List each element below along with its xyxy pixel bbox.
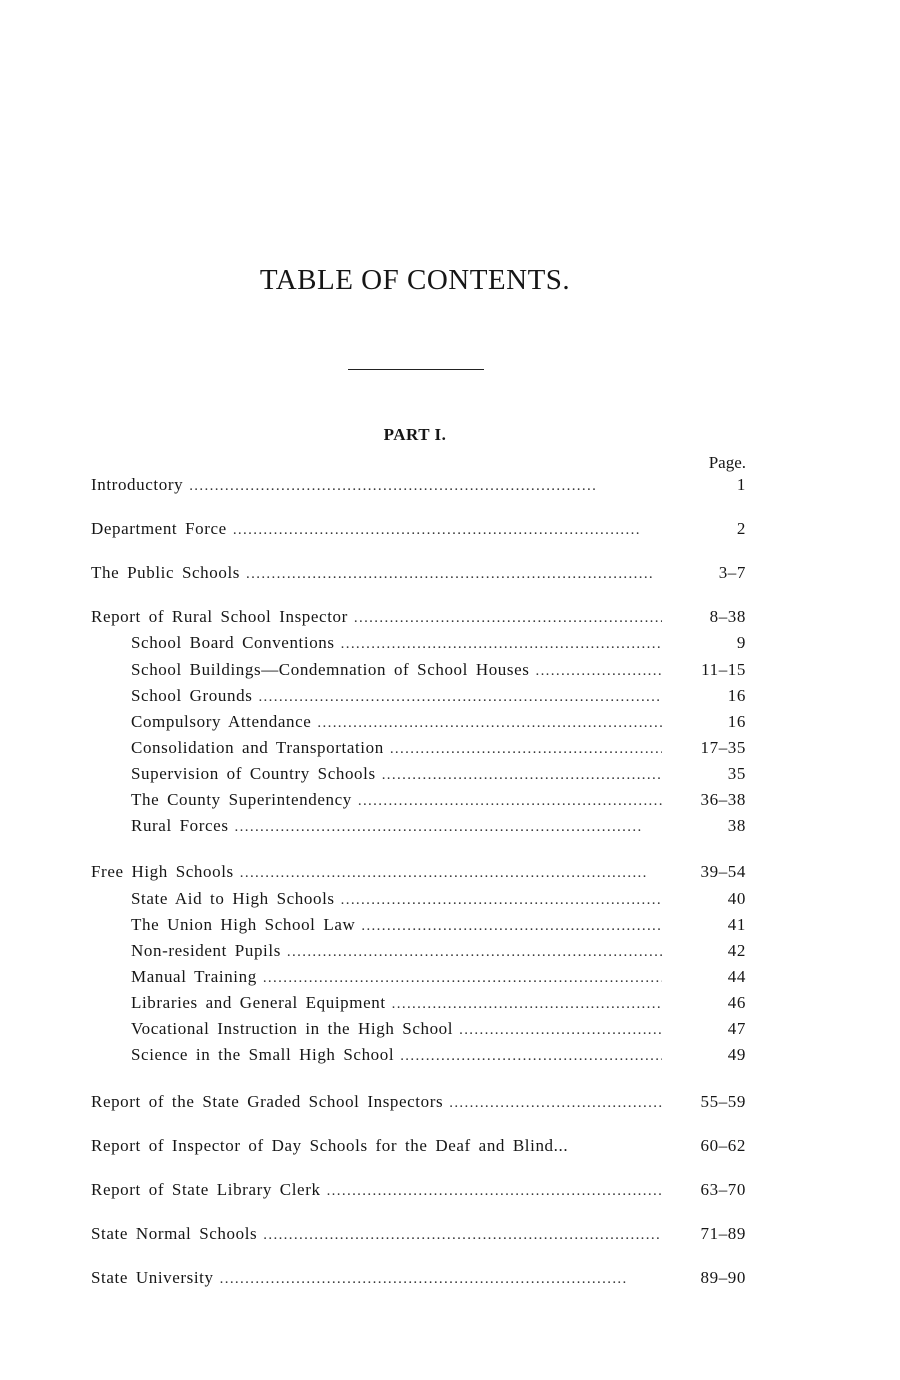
toc-entry-pages: 41 [727, 915, 746, 934]
dot-leader [535, 663, 662, 680]
toc-subentry [131, 712, 746, 736]
toc-entry-label: Supervision of Country Schools [131, 764, 376, 783]
toc-entry-pages: 49 [727, 1045, 746, 1064]
toc-entry-pages: 2 [736, 519, 746, 538]
toc-entry-label: Compulsory Attendance [131, 712, 312, 731]
toc-entry-pages: 60–62 [700, 1136, 746, 1155]
toc-entry-pages: 71–89 [700, 1224, 746, 1243]
toc-entry [91, 1180, 746, 1204]
toc-entry-pages: 40 [727, 889, 746, 908]
dot-leader [341, 892, 662, 909]
toc-subentry [131, 915, 746, 939]
toc-subentry [131, 686, 746, 710]
toc-entry-pages: 17–35 [700, 738, 746, 757]
toc-entry-pages: 8–38 [709, 607, 746, 626]
dot-leader [317, 715, 662, 732]
dot-leader [263, 970, 662, 987]
page-column-label: Page. [708, 453, 746, 472]
toc-entry-pages: 63–70 [700, 1180, 746, 1199]
dot-leader [240, 865, 662, 882]
dot-leader [263, 1227, 662, 1244]
toc-entry-pages: 36–38 [700, 790, 746, 809]
dot-leader [341, 636, 662, 653]
dot-leader [358, 793, 662, 810]
toc-subentry [131, 660, 746, 684]
dot-leader [327, 1183, 662, 1200]
toc-entry-pages: 39–54 [700, 862, 746, 881]
toc-entry-label: Manual Training [131, 967, 257, 986]
dot-leader [449, 1095, 662, 1112]
toc-entry-label: State Aid to High Schools [131, 889, 335, 908]
toc-entry-label: Vocational Instruction in the High School [131, 1019, 454, 1038]
toc-entry-label: School Board Conventions [131, 633, 335, 652]
toc-entry-label: Report of State Library Clerk [91, 1180, 321, 1199]
dot-leader [220, 1271, 662, 1288]
toc-entry-pages: 35 [727, 764, 746, 783]
toc-subentry [131, 993, 746, 1017]
page-title: TABLE OF CONTENTS. [259, 264, 571, 296]
dot-leader [354, 610, 662, 627]
toc-entry-label: The Union High School Law [131, 915, 356, 934]
toc-entry-label: The Public Schools [91, 563, 241, 582]
dot-leader [258, 689, 662, 706]
toc-entry-pages: 16 [727, 712, 746, 731]
dot-leader [235, 819, 662, 836]
toc-subentry [131, 889, 746, 913]
dot-leader [189, 478, 662, 495]
toc-subentry [131, 738, 746, 762]
toc-entry-pages: 1 [736, 475, 746, 494]
toc-entry-label: Non-resident Pupils [131, 941, 281, 960]
dot-leader [459, 1022, 662, 1039]
dot-leader [400, 1048, 662, 1065]
dot-leader [287, 944, 662, 961]
toc-subentry [131, 1045, 746, 1069]
toc-entry [91, 1268, 746, 1292]
toc-entry-label: School Grounds [131, 686, 253, 705]
toc-entry [91, 1092, 746, 1116]
toc-subentry [131, 941, 746, 965]
toc-subentry [131, 633, 746, 657]
toc-entry-pages: 55–59 [700, 1092, 746, 1111]
toc-entry-pages: 89–90 [700, 1268, 746, 1287]
toc-entry [91, 475, 746, 499]
toc-entry-label: Libraries and General Equipment [131, 993, 386, 1012]
toc-entry-label: The County Superintendency [131, 790, 352, 809]
toc-entry-label: Consolidation and Transportation [131, 738, 384, 757]
dot-leader [392, 996, 662, 1013]
toc-entry-label: State University [91, 1268, 214, 1287]
toc-entry-label: Free High Schools [91, 862, 234, 881]
dot-leader [246, 566, 662, 583]
toc-entry-label: Science in the Small High School [131, 1045, 395, 1064]
toc-entry-pages: 46 [727, 993, 746, 1012]
toc-entry [91, 1224, 746, 1248]
toc-entry-label: Report of the State Graded School Inspectors [91, 1092, 444, 1111]
toc-entry [91, 607, 746, 631]
toc-entry-label: Report of Rural School Inspector [91, 607, 348, 626]
toc-entry-label: Department Force [91, 519, 227, 538]
toc-subentry [131, 764, 746, 788]
toc-entry-label: Report of Inspector of Day Schools for the Deaf and Blind... [91, 1136, 569, 1155]
dot-leader [390, 741, 662, 758]
toc-subentry [131, 967, 746, 991]
dot-leader [382, 767, 662, 784]
toc-entry [91, 862, 746, 886]
dot-leader [233, 522, 662, 539]
toc-entry-label: School Buildings—Condemnation of School Houses [131, 660, 530, 679]
toc-entry-pages: 44 [727, 967, 746, 986]
toc-subentry [131, 790, 746, 814]
toc-entry-pages: 42 [727, 941, 746, 960]
toc-entry [91, 1136, 746, 1160]
part-heading: PART I. [383, 425, 447, 444]
toc-entry [91, 519, 746, 543]
toc-entry-pages: 38 [727, 816, 746, 835]
toc-entry-label: Rural Forces [131, 816, 229, 835]
toc-entry-label: Introductory [91, 475, 184, 494]
toc-entry-pages: 47 [727, 1019, 746, 1038]
toc-subentry [131, 1019, 746, 1043]
toc-entry-pages: 11–15 [701, 660, 746, 679]
toc-subentry [131, 816, 746, 840]
toc-entry-pages: 16 [727, 686, 746, 705]
toc-entry-pages: 3–7 [718, 563, 746, 582]
toc-entry-label: State Normal Schools [91, 1224, 258, 1243]
toc-entry-pages: 9 [736, 633, 746, 652]
toc-entry [91, 563, 746, 587]
dot-leader [361, 918, 662, 935]
